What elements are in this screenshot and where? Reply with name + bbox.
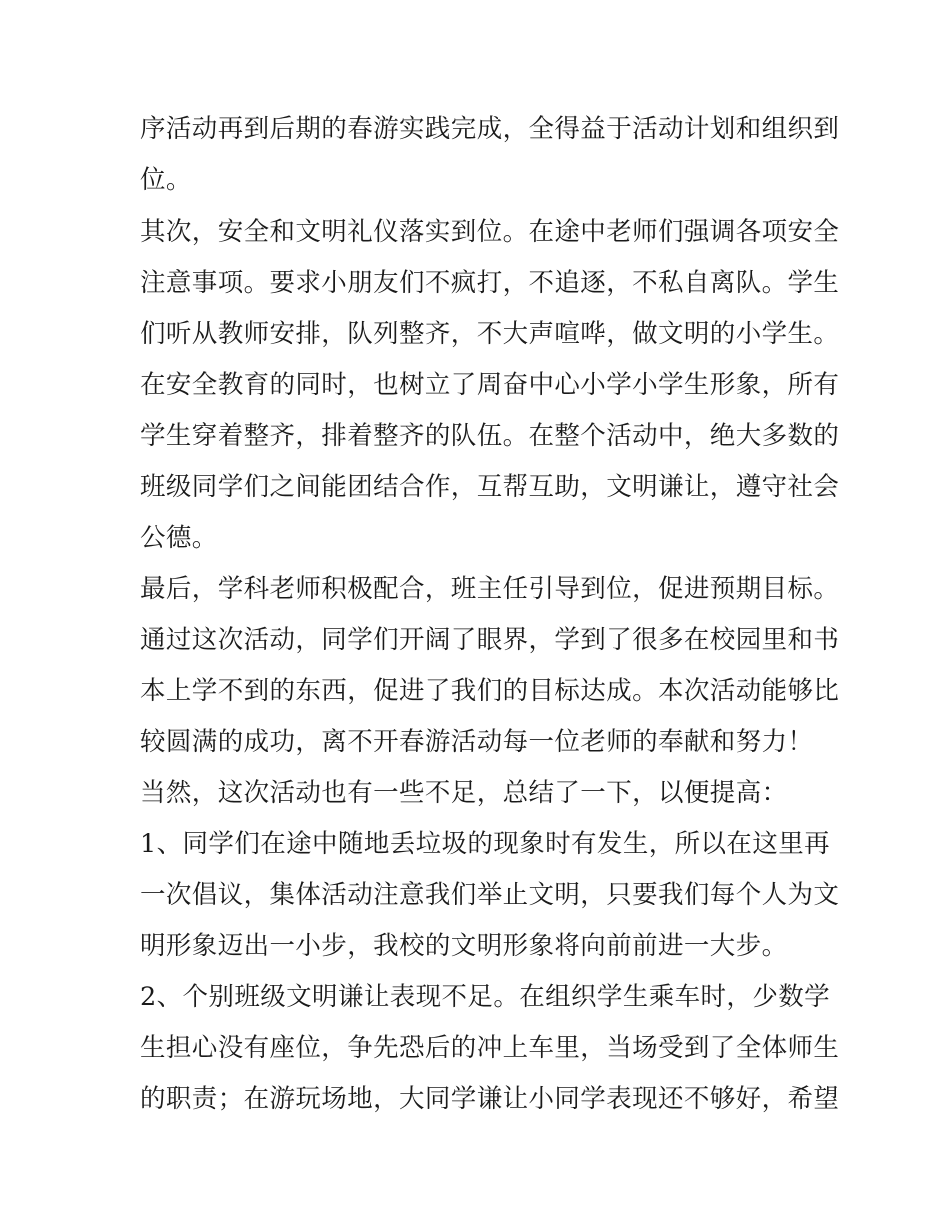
text-line: 一次倡议，集体活动注意我们举止文明，只要我们每个人为文	[140, 880, 840, 910]
text-line: 生担心没有座位，争先恐后的冲上车里，当场受到了全体师生	[140, 1033, 840, 1063]
text-line: 其次，安全和文明礼仪落实到位。在途中老师们强调各项安全	[140, 217, 840, 247]
text-line: 当然，这次活动也有一些不足，总结了一下，以便提高：	[140, 778, 788, 808]
text-line: 在安全教育的同时，也树立了周奋中心小学小学生形象，所有	[140, 370, 840, 400]
text-line: 最后，学科老师积极配合，班主任引导到位，促进预期目标。	[140, 574, 840, 604]
text-line: 公德。	[140, 523, 218, 553]
text-line: 的职责；在游玩场地，大同学谦让小同学表现还不够好，希望	[140, 1084, 840, 1114]
text-line: 序活动再到后期的春游实践完成，全得益于活动计划和组织到	[140, 114, 840, 144]
text-line: 较圆满的成功，离不开春游活动每一位老师的奉献和努力！	[140, 727, 814, 757]
text-line: 注意事项。要求小朋友们不疯打，不追逐，不私自离队。学生	[140, 268, 840, 298]
text-line: 们听从教师安排，队列整齐，不大声喧哗，做文明的小学生。	[140, 319, 840, 349]
text-line: 学生穿着整齐，排着整齐的队伍。在整个活动中，绝大多数的	[140, 421, 840, 451]
text-line: 本上学不到的东西，促进了我们的目标达成。本次活动能够比	[140, 676, 840, 706]
text-line: 2、个别班级文明谦让表现不足。在组织学生乘车时，少数学	[140, 982, 831, 1012]
text-line: 班级同学们之间能团结合作，互帮互助，文明谦让，遵守社会	[140, 472, 840, 502]
text-line: 位。	[140, 165, 192, 195]
text-line: 1、同学们在途中随地丢垃圾的现象时有发生，所以在这里再	[140, 829, 831, 859]
text-line: 通过这次活动，同学们开阔了眼界，学到了很多在校园里和书	[140, 625, 840, 655]
text-line: 明形象迈出一小步，我校的文明形象将向前前进一大步。	[140, 931, 788, 961]
